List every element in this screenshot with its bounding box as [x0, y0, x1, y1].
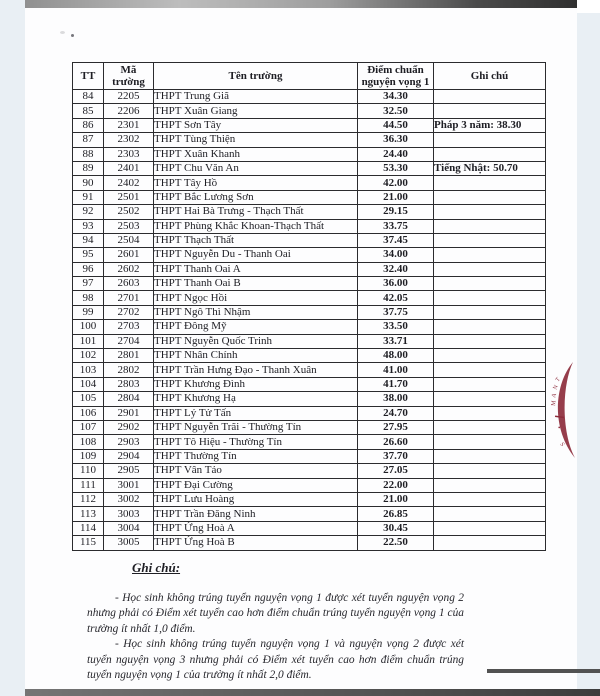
cell-code: 2301 — [104, 118, 154, 132]
table-row — [73, 161, 546, 175]
cell-score: 41.70 — [358, 377, 434, 391]
scan-smudge — [71, 34, 74, 37]
cell-tt: 98 — [73, 291, 104, 305]
table-row — [73, 334, 546, 348]
cell-note — [434, 449, 546, 463]
cell-name: THPT Thạch Thất — [154, 233, 358, 247]
footnote-paragraph: - Học sinh không trúng tuyển nguyện vọng 1 được xét tuyển nguyện vọng 2 nhưng phải có Điểm xét tuyển cao hơn điểm chuẩn trúng tuyển nguyện vọng 1 của trường ít nhất 1,0 điểm. — [87, 592, 464, 635]
cell-score: 42.05 — [358, 291, 434, 305]
cell-score: 53.30 — [358, 161, 434, 175]
header-ma-truong: Mã trường — [104, 63, 154, 90]
cell-name: THPT Vân Tảo — [154, 464, 358, 478]
cell-score: 41.00 — [358, 363, 434, 377]
cell-tt: 91 — [73, 190, 104, 204]
footnotes-block — [87, 591, 464, 683]
table-row — [73, 478, 546, 492]
cell-name: THPT Xuân Giang — [154, 104, 358, 118]
cell-note — [434, 205, 546, 219]
table-row — [73, 435, 546, 449]
cell-tt: 109 — [73, 449, 104, 463]
cell-note — [434, 435, 546, 449]
cell-name: THPT Trần Hưng Đạo - Thanh Xuân — [154, 363, 358, 377]
cell-tt: 103 — [73, 363, 104, 377]
cell-note — [434, 420, 546, 434]
cell-tt: 88 — [73, 147, 104, 161]
cell-tt: 92 — [73, 205, 104, 219]
cell-note — [434, 320, 546, 334]
cell-tt: 111 — [73, 478, 104, 492]
svg-text:N: N — [552, 384, 560, 391]
header-ghi-chu: Ghi chú — [434, 63, 546, 90]
cell-name: THPT Nhân Chính — [154, 349, 358, 363]
cell-tt: 100 — [73, 320, 104, 334]
cell-code: 2206 — [104, 104, 154, 118]
cell-score: 33.75 — [358, 219, 434, 233]
svg-text:•: • — [558, 424, 561, 432]
cell-name: THPT Đại Cường — [154, 478, 358, 492]
cell-tt: 110 — [73, 464, 104, 478]
cell-code: 2801 — [104, 349, 154, 363]
cell-score: 36.00 — [358, 277, 434, 291]
cell-name: THPT Thanh Oai B — [154, 277, 358, 291]
cell-tt: 105 — [73, 392, 104, 406]
table-row — [73, 291, 546, 305]
cell-score: 42.00 — [358, 176, 434, 190]
table-row — [73, 507, 546, 521]
cell-score: 48.00 — [358, 349, 434, 363]
scan-bottom-edge-bar — [25, 689, 600, 696]
table-row — [73, 449, 546, 463]
cell-tt: 96 — [73, 262, 104, 276]
cell-score: 22.50 — [358, 536, 434, 550]
table-row — [73, 277, 546, 291]
cell-note — [434, 536, 546, 550]
cell-name: THPT Xuân Khanh — [154, 147, 358, 161]
cell-name: THPT Tô Hiệu - Thường Tín — [154, 435, 358, 449]
cell-tt: 114 — [73, 521, 104, 535]
cell-score: 29.15 — [358, 205, 434, 219]
table-row — [73, 219, 546, 233]
cell-note — [434, 133, 546, 147]
table-row — [73, 349, 546, 363]
cell-name: THPT Phùng Khắc Khoan-Thạch Thất — [154, 219, 358, 233]
table-row — [73, 104, 546, 118]
cell-name: THPT Ứng Hoà A — [154, 521, 358, 535]
header-tt: TT — [73, 63, 104, 90]
cell-name: THPT Lý Tử Tấn — [154, 406, 358, 420]
cell-tt: 112 — [73, 492, 104, 506]
cell-score: 32.50 — [358, 104, 434, 118]
cell-code: 2603 — [104, 277, 154, 291]
cell-name: THPT Trung Giã — [154, 90, 358, 104]
table-row — [73, 406, 546, 420]
cell-name: THPT Nguyễn Trãi - Thường Tín — [154, 420, 358, 434]
cell-code: 3005 — [104, 536, 154, 550]
cell-name: THPT Ứng Hoà B — [154, 536, 358, 550]
scan-edge-artifact — [487, 669, 600, 673]
admission-scores-table — [72, 62, 546, 551]
cell-code: 2501 — [104, 190, 154, 204]
cell-score: 44.50 — [358, 118, 434, 132]
cell-note — [434, 392, 546, 406]
cell-code: 2205 — [104, 90, 154, 104]
svg-text:T: T — [554, 376, 562, 384]
table-row — [73, 176, 546, 190]
cell-note — [434, 349, 546, 363]
table-row — [73, 118, 546, 132]
cell-code: 2704 — [104, 334, 154, 348]
cell-tt: 94 — [73, 233, 104, 247]
cell-score: 33.71 — [358, 334, 434, 348]
cell-code: 2802 — [104, 363, 154, 377]
header-ten-truong: Tên trường — [154, 63, 358, 90]
cell-note — [434, 305, 546, 319]
footnote-paragraph: - Học sinh không trúng tuyển nguyện vọng 1 và nguyện vọng 2 được xét tuyển nguyện vọng 3 nhưng phải có Điểm xét tuyển cao hơn điểm chuẩn trúng tuyển nguyện vọng 1 của trường ít nhất 2,0 điểm. — [87, 638, 464, 682]
cell-tt: 90 — [73, 176, 104, 190]
cell-name: THPT Thanh Oai A — [154, 262, 358, 276]
cell-name: THPT Đông Mỹ — [154, 320, 358, 334]
cell-code: 2904 — [104, 449, 154, 463]
table-row — [73, 464, 546, 478]
table-row — [73, 133, 546, 147]
cell-note — [434, 147, 546, 161]
cell-score: 33.50 — [358, 320, 434, 334]
cell-tt: 107 — [73, 420, 104, 434]
cell-score: 24.70 — [358, 406, 434, 420]
cell-note — [434, 377, 546, 391]
cell-tt: 101 — [73, 334, 104, 348]
table-row — [73, 147, 546, 161]
cell-code: 2902 — [104, 420, 154, 434]
cell-score: 30.45 — [358, 521, 434, 535]
cell-name: THPT Bắc Lương Sơn — [154, 190, 358, 204]
cell-name: THPT Sơn Tây — [154, 118, 358, 132]
scan-top-edge-bar — [25, 0, 577, 8]
cell-score: 26.60 — [358, 435, 434, 449]
cell-tt: 104 — [73, 377, 104, 391]
table-row — [73, 90, 546, 104]
table-row — [73, 392, 546, 406]
cell-score: 32.40 — [358, 262, 434, 276]
cell-score: 24.40 — [358, 147, 434, 161]
cell-note — [434, 406, 546, 420]
cell-note: Tiếng Nhật: 50.70 — [434, 161, 546, 175]
cell-note — [434, 478, 546, 492]
cell-tt: 115 — [73, 536, 104, 550]
cell-name: THPT Tùng Thiện — [154, 133, 358, 147]
cell-code: 2804 — [104, 392, 154, 406]
table-row — [73, 262, 546, 276]
cell-name: THPT Lưu Hoàng — [154, 492, 358, 506]
table-row — [73, 363, 546, 377]
cell-score: 27.05 — [358, 464, 434, 478]
cell-score: 37.45 — [358, 233, 434, 247]
cell-tt: 86 — [73, 118, 104, 132]
cell-code: 3002 — [104, 492, 154, 506]
cell-code: 2903 — [104, 435, 154, 449]
cell-name: THPT Ngô Thì Nhậm — [154, 305, 358, 319]
cell-name: THPT Ngọc Hồi — [154, 291, 358, 305]
cell-tt: 97 — [73, 277, 104, 291]
cell-code: 2905 — [104, 464, 154, 478]
cell-code: 2504 — [104, 233, 154, 247]
table-row — [73, 320, 546, 334]
cell-score: 34.30 — [358, 90, 434, 104]
cell-code: 2303 — [104, 147, 154, 161]
cell-code: 2702 — [104, 305, 154, 319]
cell-code: 3003 — [104, 507, 154, 521]
cell-code: 2703 — [104, 320, 154, 334]
cell-note — [434, 464, 546, 478]
cell-tt: 89 — [73, 161, 104, 175]
cell-code: 2503 — [104, 219, 154, 233]
cell-code: 2803 — [104, 377, 154, 391]
cell-tt: 106 — [73, 406, 104, 420]
cell-code: 2601 — [104, 248, 154, 262]
table-row — [73, 233, 546, 247]
cell-tt: 113 — [73, 507, 104, 521]
cell-note — [434, 507, 546, 521]
cell-score: 37.70 — [358, 449, 434, 463]
table-row — [73, 492, 546, 506]
cell-code: 2502 — [104, 205, 154, 219]
cell-name: THPT Tây Hồ — [154, 176, 358, 190]
table-row — [73, 420, 546, 434]
cell-note — [434, 492, 546, 506]
cell-note — [434, 233, 546, 247]
cell-note — [434, 219, 546, 233]
scan-corner — [577, 0, 600, 13]
cell-note — [434, 248, 546, 262]
scan-smudge — [60, 31, 65, 34]
cell-name: THPT Chu Văn An — [154, 161, 358, 175]
table-row — [73, 536, 546, 550]
cell-name: THPT Nguyễn Du - Thanh Oai — [154, 248, 358, 262]
table-row — [73, 205, 546, 219]
cell-note — [434, 190, 546, 204]
cell-name: THPT Nguyễn Quốc Trinh — [154, 334, 358, 348]
table-row — [73, 248, 546, 262]
cell-score: 36.30 — [358, 133, 434, 147]
cell-score: 26.85 — [358, 507, 434, 521]
cell-tt: 102 — [73, 349, 104, 363]
table-row — [73, 305, 546, 319]
cell-note — [434, 334, 546, 348]
cell-score: 38.00 — [358, 392, 434, 406]
svg-text:S: S — [558, 441, 566, 448]
cell-note — [434, 363, 546, 377]
table-row — [73, 190, 546, 204]
table-row — [73, 521, 546, 535]
cell-note — [434, 277, 546, 291]
cell-score: 22.00 — [358, 478, 434, 492]
cell-note: Pháp 3 năm: 38.30 — [434, 118, 546, 132]
table-header-row — [73, 63, 546, 90]
cell-note — [434, 291, 546, 305]
cell-code: 2602 — [104, 262, 154, 276]
cell-note — [434, 521, 546, 535]
cell-tt: 93 — [73, 219, 104, 233]
cell-name: THPT Hai Bà Trưng - Thạch Thất — [154, 205, 358, 219]
header-diem-chuan: Điểm chuẩn nguyện vọng 1 — [358, 63, 434, 90]
cell-score: 21.00 — [358, 492, 434, 506]
cell-tt: 84 — [73, 90, 104, 104]
cell-name: THPT Trần Đăng Ninh — [154, 507, 358, 521]
cell-note — [434, 262, 546, 276]
cell-name: THPT Thường Tín — [154, 449, 358, 463]
red-seal-partial-stamp-icon — [546, 360, 580, 460]
cell-code: 2401 — [104, 161, 154, 175]
cell-code: 2701 — [104, 291, 154, 305]
cell-code: 2402 — [104, 176, 154, 190]
cell-code: 3004 — [104, 521, 154, 535]
cell-code: 2302 — [104, 133, 154, 147]
cell-tt: 85 — [73, 104, 104, 118]
cell-name: THPT Khương Hạ — [154, 392, 358, 406]
cell-tt: 108 — [73, 435, 104, 449]
cell-code: 3001 — [104, 478, 154, 492]
svg-text:A: A — [551, 392, 559, 399]
cell-tt: 99 — [73, 305, 104, 319]
cell-score: 37.75 — [358, 305, 434, 319]
cell-tt: 87 — [73, 133, 104, 147]
svg-text:M: M — [551, 400, 558, 407]
cell-score: 21.00 — [358, 190, 434, 204]
cell-score: 34.00 — [358, 248, 434, 262]
footnotes-heading: Ghi chú: — [132, 560, 181, 575]
cell-name: THPT Khương Đình — [154, 377, 358, 391]
cell-score: 27.95 — [358, 420, 434, 434]
cell-note — [434, 104, 546, 118]
cell-code: 2901 — [104, 406, 154, 420]
cell-note — [434, 90, 546, 104]
table-row — [73, 377, 546, 391]
cell-note — [434, 176, 546, 190]
cell-tt: 95 — [73, 248, 104, 262]
